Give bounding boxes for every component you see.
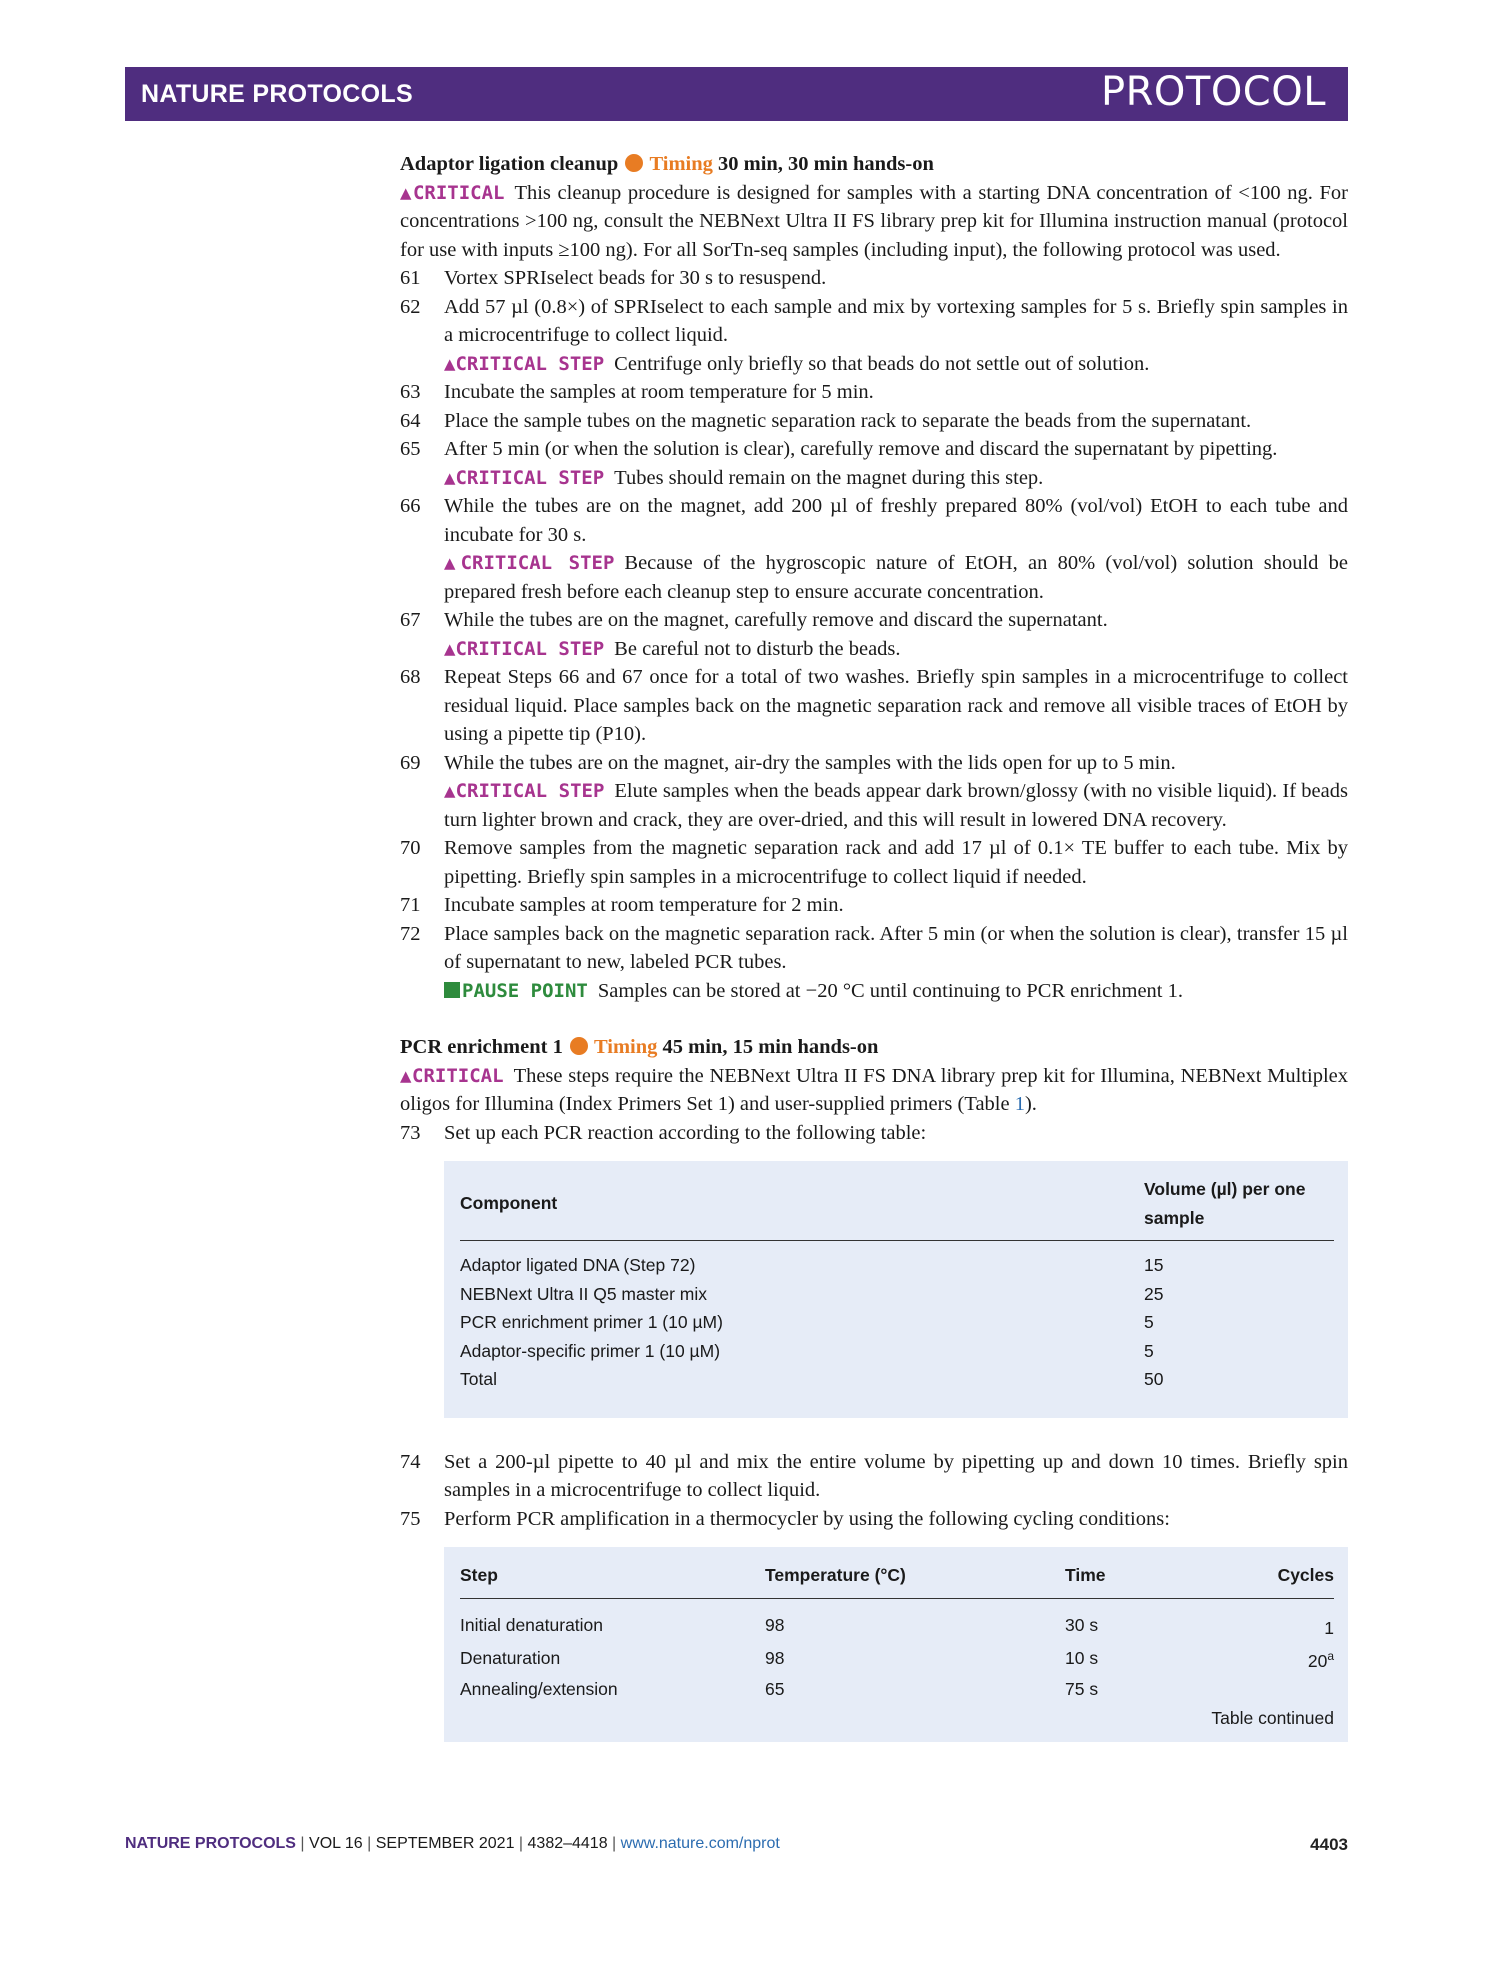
pause-point-note <box>400 977 1348 1006</box>
table-cell: Total <box>460 1369 497 1389</box>
step-text: While the tubes are on the magnet, add 200 µl of freshly prepared 80% (vol/vol) EtOH to each tube and incubate for 30 s. <box>444 495 1348 546</box>
table-ref-link[interactable]: 1 <box>1014 1093 1025 1115</box>
steps-list <box>400 264 1348 1005</box>
table-row <box>460 1308 1334 1337</box>
article-body <box>400 150 1348 1742</box>
critical-note: ▲CRITICAL These steps require the NEBNext Ultra II FS DNA library prep kit for Illumina, NEBNext Multiplex oligos for Illumina (Index Primers Set 1) and user-supplied primers (Table 1). <box>400 1064 1348 1115</box>
table-row <box>460 1598 1334 1642</box>
table-row <box>460 1280 1334 1309</box>
step-text: Set a 200-µl pipette to 40 µl and mix the entire volume by pipetting up and down 10 times. Briefly spin samples in a microcentrifuge to collect liquid. <box>444 1450 1348 1501</box>
table-cell <box>1177 1675 1334 1704</box>
footer-date: SEPTEMBER 2021 <box>375 1835 515 1852</box>
critical-step-note <box>400 635 1348 664</box>
footer-volume: VOL 16 <box>309 1835 363 1852</box>
step-number: 71 <box>400 894 421 916</box>
critical-step-text: Because of the hygroscopic nature of EtOH, an 80% (vol/vol) solution should be prepared fresh before each cleanup step to ensure accurate concentration. <box>444 552 1348 603</box>
critical-step-text: Elute samples when the beads appear dark brown/glossy (with no visible liquid). If beads turn lighter brown and crack, they are over-dried, and this will result in lowered DNA recovery. <box>444 780 1348 831</box>
step-number: 67 <box>400 609 421 631</box>
table-cell: 5 <box>1144 1340 1154 1361</box>
critical-step-note <box>400 549 1348 606</box>
step-number: 65 <box>400 438 421 460</box>
step-text: Place the sample tubes on the magnetic separation rack to separate the beads from the supernatant. <box>444 409 1252 432</box>
step-number: 74 <box>400 1450 421 1473</box>
step-number: 64 <box>400 409 421 432</box>
critical-step-text: Be careful not to disturb the beads. <box>614 637 901 660</box>
step-number: 61 <box>400 267 421 289</box>
table-cell: 5 <box>1144 1312 1154 1332</box>
step-item <box>400 1505 1348 1534</box>
timing-bullet-icon <box>625 154 643 172</box>
footnote-marker: a <box>1327 1648 1334 1663</box>
step-number: 72 <box>400 922 421 945</box>
step-text: Remove samples from the magnetic separation rack and add 17 µl of 0.1× TE buffer to each tube. Mix by pipetting. Briefly spin samples in a microcentrifuge to collect liquid if needed. <box>444 837 1348 888</box>
section-heading-pcr-enrichment <box>400 1033 1348 1062</box>
footer-pages: 4382–4418 <box>527 1835 608 1852</box>
step-number: 62 <box>400 295 421 318</box>
cycling-conditions-table <box>444 1547 1348 1742</box>
table-cell: 98 <box>765 1614 785 1635</box>
step-text: Vortex SPRIselect beads for 30 s to resuspend. <box>444 267 827 289</box>
critical-step-label: ▲CRITICAL STEP <box>444 780 605 802</box>
step-number: 69 <box>400 751 421 774</box>
pause-square-icon <box>444 982 460 998</box>
critical-step-note <box>400 350 1348 379</box>
step-text: After 5 min (or when the solution is clear), carefully remove and discard the supernatant by pipetting. <box>444 438 1278 460</box>
table-cell: 15 <box>1144 1255 1164 1275</box>
timing-value: 45 min, 15 min hands-on <box>662 1036 879 1058</box>
table-row <box>460 1642 1334 1675</box>
step-text: Place samples back on the magnetic separation rack. After 5 min (or when the solution is clear), transfer 15 µl of supernatant to new, labeled PCR tubes. <box>444 922 1348 973</box>
step-text: Add 57 µl (0.8×) of SPRIselect to each sample and mix by vortexing samples for 5 s. Briefly spin samples in a microcentrifuge to collect liquid. <box>444 295 1348 346</box>
step-item <box>400 378 1348 407</box>
step-item <box>400 920 1348 977</box>
pcr-setup-table <box>444 1161 1348 1418</box>
critical-step-label: ▲CRITICAL STEP <box>444 352 605 375</box>
step-item <box>400 293 1348 350</box>
step-item <box>400 264 1348 293</box>
critical-note <box>400 179 1348 265</box>
section-heading-adaptor-cleanup <box>400 150 1348 179</box>
step-text: Perform PCR amplification in a thermocycler by using the following cycling conditions: <box>444 1507 1170 1530</box>
table-row <box>460 1337 1334 1366</box>
table-header: Component <box>460 1169 1144 1241</box>
table-cell: Adaptor ligated DNA (Step 72) <box>460 1255 696 1275</box>
critical-step-label: ▲CRITICAL STEP <box>444 552 615 574</box>
critical-step-note <box>400 777 1348 834</box>
table-cell: 25 <box>1144 1283 1164 1304</box>
step-text: While the tubes are on the magnet, carefully remove and discard the supernatant. <box>444 609 1108 631</box>
step-number: 70 <box>400 837 421 859</box>
step-number: 63 <box>400 381 421 403</box>
table-continued-note: Table continued <box>1211 1707 1334 1728</box>
critical-step-text: Tubes should remain on the magnet during this step. <box>614 466 1044 489</box>
table-row <box>460 1241 1334 1280</box>
article-type: PROTOCOL <box>1100 69 1326 115</box>
timing-bullet-icon <box>570 1037 588 1055</box>
step-item <box>400 1448 1348 1505</box>
table-cell: 98 <box>765 1648 785 1669</box>
pause-point-text: Samples can be stored at −20 °C until continuing to PCR enrichment 1. <box>597 979 1183 1002</box>
step-item <box>400 891 1348 920</box>
table-header: Temperature (°C) <box>765 1555 1065 1598</box>
step-number: 68 <box>400 666 421 688</box>
critical-step-label: ▲CRITICAL STEP <box>444 466 605 489</box>
timing-value: 30 min, 30 min hands-on <box>718 153 934 175</box>
step-item <box>400 435 1348 464</box>
table-row <box>460 1365 1334 1394</box>
step-text: Incubate samples at room temperature for 2 min. <box>444 894 844 916</box>
critical-label: ▲CRITICAL <box>400 181 505 204</box>
table-cell: Adaptor-specific primer 1 (10 µM) <box>460 1340 721 1361</box>
table-header: Cycles <box>1177 1555 1334 1598</box>
step-text: Incubate the samples at room temperature for 5 min. <box>444 381 874 403</box>
step-text: Repeat Steps 66 and 67 once for a total of two washes. Briefly spin samples in a microcentrifuge to collect residual liquid. Place samples back on the magnetic separation rack and remove all visible traces of EtOH by using a pipette tip (P10). <box>444 666 1348 745</box>
step-text: While the tubes are on the magnet, air-dry the samples with the lids open for up to 5 min. <box>444 751 1176 774</box>
step-item <box>400 749 1348 778</box>
critical-text: This cleanup procedure is designed for samples with a starting DNA concentration of <100 ng. For concentrations >100 ng, consult the NEBNext Ultra II FS library prep kit for Illumina instruction manual (protocol for use with inputs ≥100 ng). For all SorTn-seq samples (including input), the following protocol was used. <box>400 181 1348 261</box>
section-title: PCR enrichment 1 <box>400 1036 563 1058</box>
table-cell: 75 s <box>1065 1679 1099 1700</box>
table-cell: Annealing/extension <box>460 1679 618 1700</box>
table-cell: 20$^a$ <box>1307 1648 1334 1671</box>
table-cell: 1 <box>1324 1617 1334 1638</box>
table-header: Step <box>460 1555 765 1598</box>
journal-header-bar <box>125 67 1348 121</box>
step-item <box>400 1119 1348 1148</box>
table-cell: PCR enrichment primer 1 (10 µM) <box>460 1312 723 1332</box>
table-row <box>460 1675 1334 1704</box>
journal-name: NATURE PROTOCOLS <box>141 80 413 108</box>
table-cell: 50 <box>1144 1369 1164 1389</box>
table-cell: 30 s <box>1065 1614 1099 1635</box>
page-number: 4403 <box>1310 1835 1348 1854</box>
critical-step-note <box>400 464 1348 493</box>
timing-label: Timing <box>593 1036 658 1058</box>
step-item <box>400 834 1348 891</box>
timing-label: Timing <box>649 153 713 175</box>
pause-point-label: PAUSE POINT <box>444 980 588 1002</box>
table-cell: Initial denaturation <box>460 1614 604 1635</box>
step-text: Set up each PCR reaction according to the following table: <box>444 1121 927 1144</box>
footer-url-link[interactable]: www.nature.com/nprot <box>620 1835 780 1852</box>
table-cell: 65 <box>765 1679 785 1700</box>
table-cell: 10 s <box>1065 1648 1099 1669</box>
step-number: 75 <box>400 1507 421 1530</box>
step-item <box>400 663 1348 749</box>
table-header: Time <box>1065 1555 1177 1598</box>
step-number: 66 <box>400 495 421 517</box>
page-footer: NATURE PROTOCOLS | VOL 16 | SEPTEMBER 2021 | 4382–4418 | www.nature.com/nprot 4403 <box>125 1835 1348 1854</box>
step-number: 73 <box>400 1121 421 1144</box>
section-title: Adaptor ligation cleanup <box>400 153 619 175</box>
table-cell: NEBNext Ultra II Q5 master mix <box>460 1283 707 1304</box>
step-item <box>400 606 1348 635</box>
footer-journal: NATURE PROTOCOLS <box>125 1835 296 1852</box>
step-item <box>400 407 1348 436</box>
critical-step-label: ▲CRITICAL STEP <box>444 637 605 660</box>
table-header: Volume (µl) per one sample <box>1144 1169 1334 1241</box>
critical-step-text: Centrifuge only briefly so that beads do not settle out of solution. <box>614 352 1150 375</box>
step-item <box>400 492 1348 549</box>
table-cell: Denaturation <box>460 1648 561 1669</box>
critical-label: ▲CRITICAL <box>400 1064 504 1087</box>
